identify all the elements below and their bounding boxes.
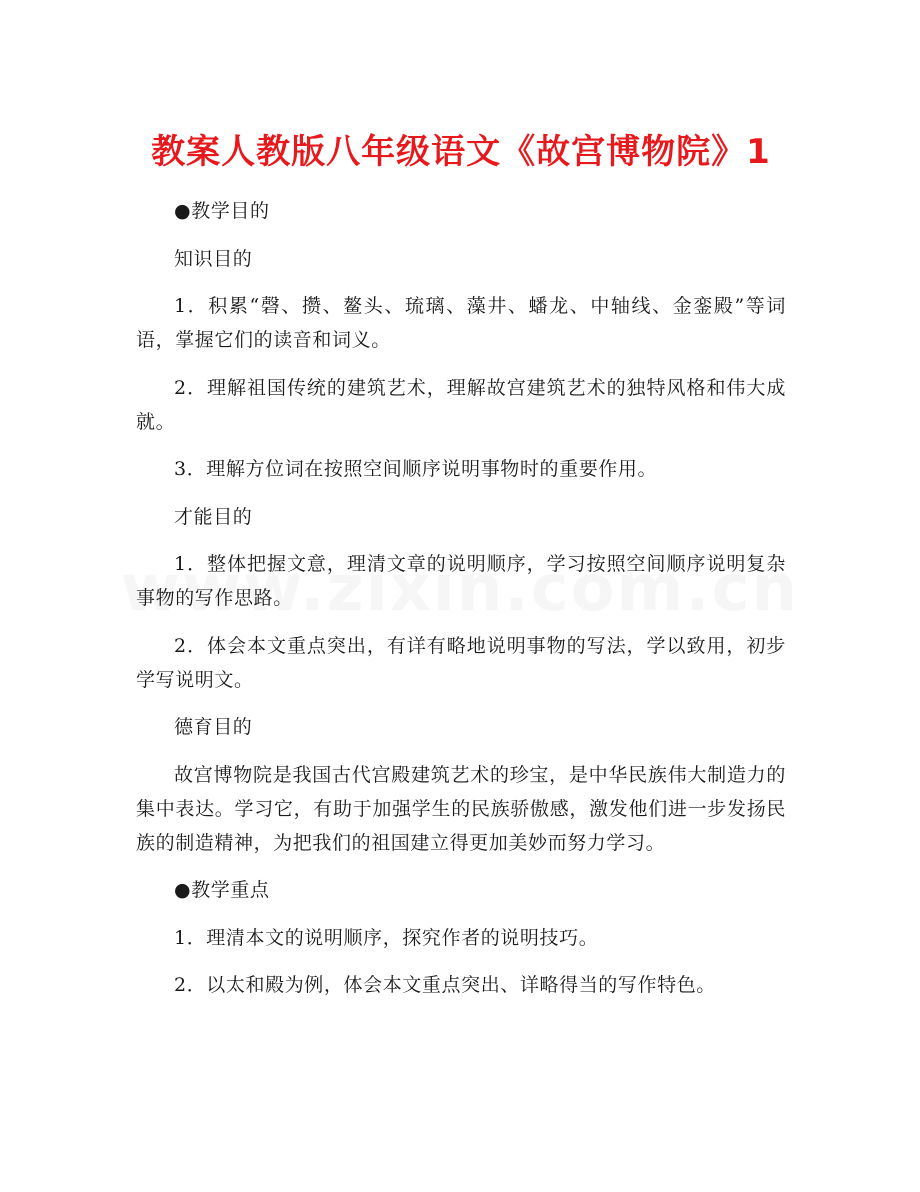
knowledge-goal-1: 1．积累“磬、攒、鳌头、琉璃、藻井、蟠龙、中轴线、金銮殿”等词语，掌握它们的读音和词义。 [136, 295, 786, 351]
knowledge-goal-3: 3．理解方位词在按照空间顺序说明事物时的重要作用。 [174, 458, 658, 480]
heading-teaching-focus: ●教学重点 [174, 879, 270, 901]
subheading-ability-goals: 才能目的 [174, 505, 253, 528]
ability-goal-2: 2．体会本文重点突出，有详有略地说明事物的写法，学以致用，初步学写说明文。 [136, 634, 786, 691]
heading-teaching-goals: ●教学目的 [174, 200, 270, 222]
knowledge-goal-2: 2．理解祖国传统的建筑艺术，理解故宫建筑艺术的独特风格和伟大成就。 [136, 376, 786, 433]
subheading-moral-goals: 德育目的 [174, 716, 253, 738]
subheading-knowledge-goals: 知识目的 [174, 247, 253, 270]
moral-goal-text: 故宫博物院是我国古代宫殿建筑艺术的珍宝，是中华民族伟大制造力的集中表达。学习它，有助于加强学生的民族骄傲感，激发他们进一步发扬民族的制造精神，为把我们的祖国建立得更加美妙而努力学习。 [136, 763, 786, 854]
focus-point-1: 1．理清本文的说明顺序，探究作者的说明技巧。 [174, 926, 599, 949]
document-title: 教案人教版八年级语文《故宫博物院》1 [151, 132, 771, 172]
ability-goal-1: 1．整体把握文意，理清文章的说明顺序，学习按照空间顺序说明复杂事物的写作思路。 [136, 553, 786, 609]
focus-point-2: 2．以太和殿为例，体会本文重点突出、详略得当的写作特色。 [174, 974, 716, 996]
